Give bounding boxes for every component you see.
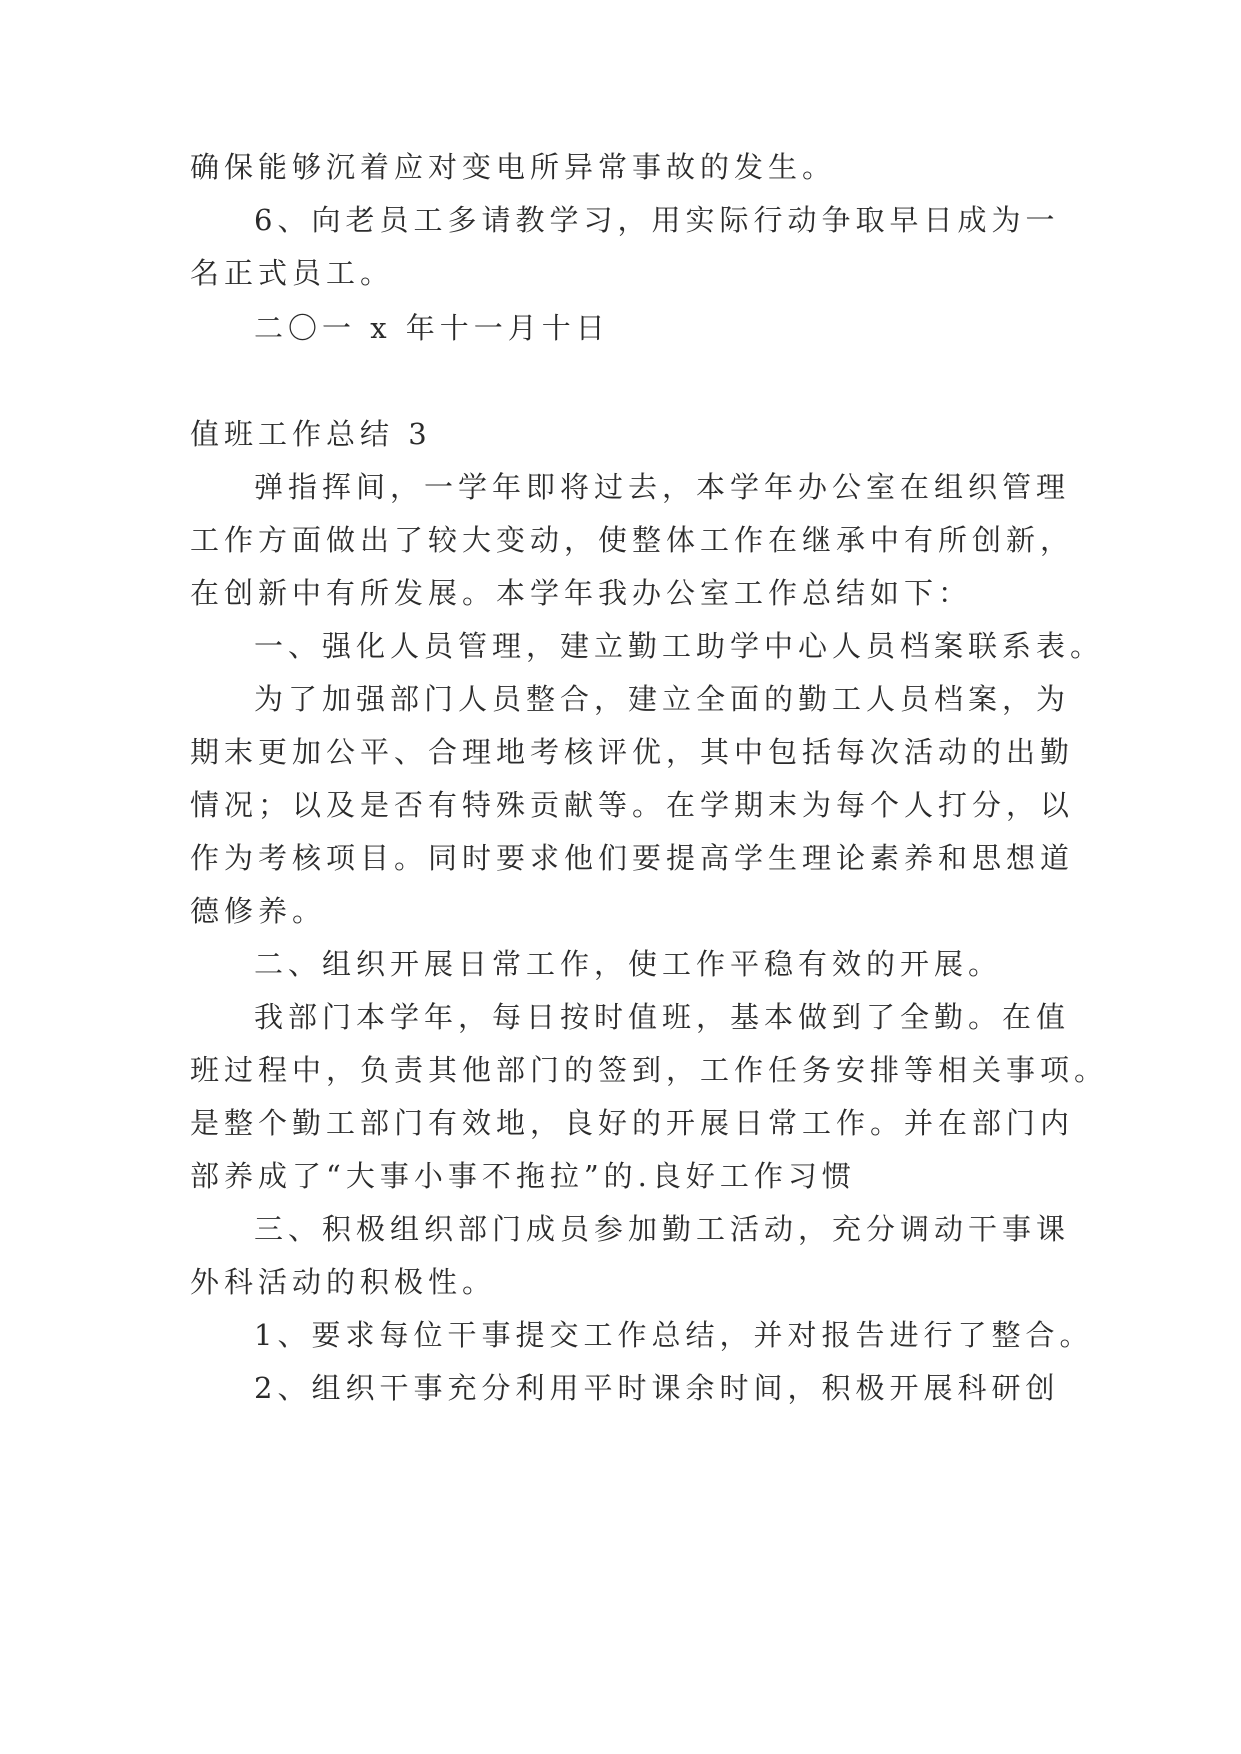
paragraph-line: 德修养。 [190,894,327,928]
paragraph-line: 在创新中有所发展。本学年我办公室工作总结如下： [190,576,973,610]
paragraph-line: 部养成了“大事小事不拖拉”的.良好工作习惯 [190,1159,856,1193]
date-line: 二〇一 x 年十一月十日 [254,311,610,345]
paragraph-line: 名正式员工。 [190,256,395,290]
paragraph-line: 作为考核项目。同时要求他们要提高学生理论素养和思想道 [190,841,1075,875]
paragraph-line: 期末更加公平、合理地考核评优，其中包括每次活动的出勤 [190,735,1075,769]
paragraph-line: 我部门本学年，每日按时值班，基本做到了全勤。在值 [254,1000,1071,1034]
paragraph-line: 班过程中，负责其他部门的签到，工作任务安排等相关事项。 [190,1053,1109,1087]
paragraph-line: 是整个勤工部门有效地，良好的开展日常工作。并在部门内 [190,1106,1075,1140]
paragraph-line: 确保能够沉着应对变电所异常事故的发生。 [190,150,837,184]
heading-line: 一、强化人员管理，建立勤工助学中心人员档案联系表。 [254,629,1105,663]
paragraph-line: 6、向老员工多请教学习，用实际行动争取早日成为一 [254,203,1060,237]
paragraph-line: 外科活动的积极性。 [190,1265,497,1299]
heading-line: 三、积极组织部门成员参加勤工活动，充分调动干事课 [254,1212,1071,1246]
section-title: 值班工作总结 3 [190,417,432,451]
list-item: 2、组织干事充分利用平时课余时间，积极开展科研创 [254,1371,1060,1405]
paragraph-line: 工作方面做出了较大变动，使整体工作在继承中有所创新， [190,523,1075,557]
paragraph-line: 情况；以及是否有特殊贡献等。在学期末为每个人打分，以 [190,788,1075,822]
paragraph-line: 弹指挥间，一学年即将过去，本学年办公室在组织管理 [254,470,1071,504]
paragraph-line: 为了加强部门人员整合，建立全面的勤工人员档案，为 [254,682,1071,716]
heading-line: 二、组织开展日常工作，使工作平稳有效的开展。 [254,947,1003,981]
list-item: 1、要求每位干事提交工作总结，并对报告进行了整合。 [254,1318,1094,1352]
